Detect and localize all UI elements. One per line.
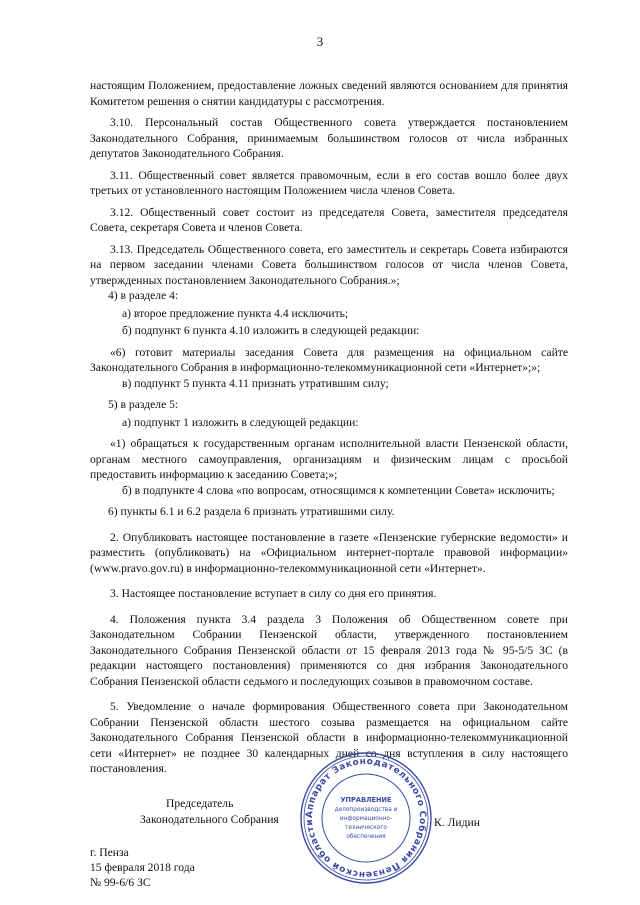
paragraph: 3. Настоящее постановление вступает в силу со дня его принятия. xyxy=(110,587,437,600)
signatory-name: К. Лидин xyxy=(434,816,480,829)
paragraph: настоящим Положением, предоставление ложных сведений являются основанием для принятия Комитетом решения о снятии кандидатуры с рассмотрения. xyxy=(90,79,568,108)
stamp-ring-text: Аппарат Законодательного Собрания Пензенской области xyxy=(304,756,428,880)
city: г. Пенза xyxy=(90,846,129,859)
stamp-center-line: обеспечения xyxy=(346,834,386,840)
official-stamp xyxy=(298,750,434,886)
paragraph: 3.11. Общественный совет является правомочным, если в его состав вошло более двух третьих от установленного настоящим Положением числа членов Совета. xyxy=(90,168,568,197)
paragraph: 5. Уведомление о начале формирования Общественного совета при Законодательном Собрании Пензенской области шестого созыва размещается на официальном сайте Законодательного Собрания Пензенской области в информационно-телекоммуникационной сети «Интернет» не позднее 30 календарных дней со дня вступления в силу настоящего постановления. xyxy=(90,700,568,775)
list-item: б) подпункт 6 пункта 4.10 изложить в следующей редакции: xyxy=(122,324,420,337)
paragraph: 3.12. Общественный совет состоит из председателя Совета, заместителя председателя Совета, секретаря Совета и членов Совета. xyxy=(90,205,568,234)
list-item: а) второе предложение пункта 4.4 исключить; xyxy=(122,306,349,320)
paragraph: «6) готовит материалы заседания Совета для размещения на официальном сайте Законодательного Собрания в информационно-телекоммуникационной сети «Интернет»;»; xyxy=(90,345,568,374)
paragraph: 4. Положения пункта 3.4 раздела 3 Положения об Общественном совете при Законодательном Собрании Пензенской области, утвержденного постановлением Законодательного Собрания Пензенской области от 15 февраля 2013 года № 95-5/5 ЗС (в редакции настоящего постановления) применяются со дня избрания Законодательного Собрания Пензенской области седьмого и последующих созывов в правомочном составе. xyxy=(90,612,568,688)
paragraph: 3.13. Председатель Общественного совета, его заместитель и секретарь Совета избираются на первом заседании членами Совета большинством голосов от числа членов Совета, утвержденных постановлением Законодательного Собрания.»; xyxy=(90,242,568,287)
page-number: 3 xyxy=(316,34,324,49)
list-item: 4) в разделе 4: xyxy=(108,289,179,302)
stamp-center-line: делопроизводства и xyxy=(334,807,398,813)
paragraph: 3.10. Персональный состав Общественного совета утверждается постановлением Законодательного Собрания, принимаемым большинством голосов от числа избранных депутатов Законодательного Собрания. xyxy=(90,116,568,160)
document-footer xyxy=(90,845,195,890)
list-item: 5) в разделе 5: xyxy=(108,398,179,411)
list-item: а) подпункт 1 изложить в следующей редакции: xyxy=(122,415,359,429)
list-item: 6) пункты 6.1 и 6.2 раздела 6 признать утратившими силу. xyxy=(108,505,395,518)
stamp-center-line: технического xyxy=(345,825,387,831)
document-body xyxy=(90,78,568,783)
list-item: в) подпункт 5 пункта 4.11 признать утратившим силу; xyxy=(122,376,389,390)
stamp-center-line: информационно- xyxy=(339,816,393,822)
paragraph: «1) обращаться к государственным органам исполнительной власти Пензенской области, органам местного самоуправления, организациям и физическим лицам с просьбой предоставить информацию к заседанию Совета;»; xyxy=(90,437,568,481)
signature-organization: Законодательного Собрания xyxy=(140,813,279,826)
paragraph: 2. Опубликовать настоящее постановление в газете «Пензенские губернские ведомости» и разместить (опубликовать) на «Официальном интернет-портале правовой информации» (www.pravo.gov.ru) в информационно-телекоммуникационной сети «Интернет». xyxy=(90,530,568,575)
document-date: 15 февраля 2018 года xyxy=(90,861,195,874)
signature-title: Председатель xyxy=(166,797,234,810)
stamp-center-line: УПРАВЛЕНИЕ xyxy=(340,796,392,804)
list-item: б) в подпункте 4 слова «по вопросам, относящимся к компетенции Совета» исключить; xyxy=(122,483,555,497)
document-number: № 99-6/6 ЗС xyxy=(90,876,151,889)
signature-block xyxy=(140,796,279,828)
